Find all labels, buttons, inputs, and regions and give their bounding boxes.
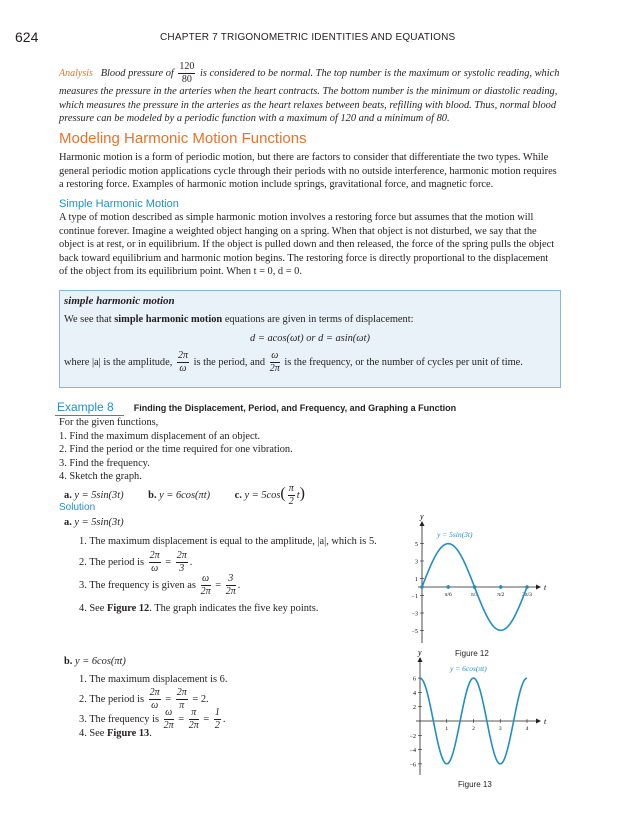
- key-point: [525, 585, 529, 589]
- part-letter: b.: [64, 656, 73, 667]
- intro-text: We see that: [64, 314, 112, 325]
- step-text: 3. The frequency is given as: [79, 579, 196, 591]
- part-letter: c.: [234, 489, 242, 501]
- definition-box: [59, 290, 561, 388]
- period-numerator: 2π: [177, 350, 188, 361]
- curve-annotation: y = 5sin(3t): [437, 530, 473, 539]
- figure-reference[interactable]: Figure 12: [107, 603, 150, 614]
- step-text: 2. The period is: [79, 556, 145, 568]
- y-axis-label: y: [418, 648, 422, 657]
- y-tick-label: −1: [411, 594, 418, 601]
- part-expression: y = 6cos(πt): [75, 656, 126, 667]
- step-text: .: [237, 579, 241, 591]
- key-point: [446, 585, 450, 589]
- y-tick-label: 5: [415, 542, 418, 549]
- figure-12-graph: [405, 512, 555, 650]
- x-axis-arrow: [536, 719, 541, 724]
- step-line: 3. Find the frequency.: [59, 457, 150, 469]
- step-line: 4. Sketch the graph.: [59, 471, 142, 483]
- step-text: . The graph indicates the five key points.: [149, 603, 319, 614]
- x-tick-label: 4: [525, 726, 529, 732]
- paragraph-line: A type of motion described as simple harmonic motion involves a restoring force but assumes that the motion will: [59, 212, 534, 223]
- example-intro: [59, 416, 293, 484]
- frequency-numerator: ω: [271, 350, 279, 361]
- solution-b-step-1: 1. The maximum displacement is 6.: [79, 674, 228, 685]
- equals-sign: =: [178, 713, 185, 725]
- frequency-denominator: 2π: [269, 363, 280, 374]
- fraction-denominator: 2π: [225, 586, 236, 597]
- example-title: Finding the Displacement, Period, and Frequency, and Graphing a Function: [133, 403, 457, 413]
- fraction-numerator: 2π: [149, 687, 160, 698]
- subsection-paragraph: [59, 211, 569, 279]
- step-text: .: [222, 713, 226, 725]
- equals-sign: =: [203, 713, 210, 725]
- example-heading: [55, 398, 456, 416]
- x-tick-label: 1: [445, 726, 449, 732]
- y-axis-label: y: [420, 512, 424, 521]
- definition-equation: d = acos(ωt) or d = asin(ωt): [250, 333, 370, 344]
- figure-13-graph: [405, 648, 555, 778]
- chapter-title: TRIGONOMETRIC IDENTITIES AND EQUATIONS: [220, 32, 456, 43]
- intro-line: For the given functions,: [59, 417, 159, 428]
- fraction-numerator: 3: [226, 574, 236, 586]
- analysis-text-1: Blood pressure of: [100, 67, 174, 79]
- analysis-label: Analysis: [59, 67, 93, 79]
- y-tick-label: 4: [413, 690, 416, 697]
- solution-b-heading: [64, 655, 126, 669]
- fraction-numerator: ω: [202, 573, 210, 584]
- fraction-denominator: ω: [151, 563, 159, 574]
- fraction-denominator: 2π: [200, 586, 211, 597]
- part-expression: y = 5cos: [244, 489, 281, 501]
- step-text: .: [149, 728, 152, 739]
- where-text: is the period, and: [193, 356, 266, 368]
- key-point: [473, 585, 477, 589]
- bp-denominator: 80: [181, 74, 192, 85]
- fraction-numerator: 2π: [149, 550, 160, 561]
- paragraph-line: Harmonic motion is a form of periodic motion, but there are factors to consider that differentiate the two types. While: [59, 152, 549, 163]
- y-tick-label: −6: [409, 762, 416, 769]
- solution-a-step-2: [79, 551, 192, 574]
- definition-title: simple harmonic motion: [64, 295, 175, 307]
- fraction-denominator: π: [179, 700, 185, 711]
- analysis-text-2: is considered to be normal. The top number is the maximum or systolic reading, which: [200, 67, 560, 79]
- fraction-numerator: 2π: [176, 687, 187, 698]
- solution-label: Solution: [59, 502, 96, 513]
- part-letter: a.: [64, 489, 72, 501]
- paragraph-line: a restoring force. Examples of harmonic motion include springs, gravitational force, and magnetic force.: [59, 179, 494, 191]
- part-c-denominator: 2: [288, 496, 294, 507]
- analysis-block: [59, 62, 564, 126]
- fraction-numerator: π: [189, 708, 199, 720]
- subsection-title: Simple Harmonic Motion: [59, 198, 179, 210]
- y-tick-label: −4: [409, 748, 416, 755]
- running-header: [160, 32, 455, 43]
- analysis-line: measures the pressure in the arteries when the heart contracts. The bottom number is the minimum or diastolic reading,: [59, 86, 558, 97]
- intro-text: equations are given in terms of displacement:: [224, 314, 414, 325]
- x-tick-label: π/6: [444, 592, 452, 598]
- step-text: 2. The period is: [79, 693, 145, 705]
- step-line: 2. Find the period or the time required for one vibration.: [59, 444, 293, 456]
- section-title: Modeling Harmonic Motion Functions: [59, 130, 307, 147]
- definition-where: [64, 351, 523, 374]
- fraction-denominator: ω: [151, 700, 159, 711]
- paragraph-line: of the object from its equilibrium point. When t = 0, d = 0.: [59, 266, 302, 278]
- period-denominator: ω: [179, 363, 187, 374]
- step-text: 4. See: [79, 603, 105, 614]
- where-text: where |a| is the amplitude,: [64, 356, 173, 368]
- y-tick-label: 2: [413, 705, 416, 712]
- paragraph-line: object is at rest, or in equilibrium. If the object is pulled down and then released, the force of the spring pulls the object: [59, 239, 555, 251]
- equals-sign: =: [215, 579, 222, 591]
- step-text: .: [189, 556, 193, 568]
- x-tick-label: 2π/3: [522, 592, 532, 598]
- solution-b-step-4: [79, 727, 152, 741]
- fraction-numerator: ω: [165, 707, 173, 718]
- fraction-numerator: 2π: [176, 550, 187, 561]
- analysis-line: pressure can be modeled by a periodic function with a maximum of 120 and a minimum of 80.: [59, 113, 450, 125]
- part-letter: a.: [64, 517, 72, 528]
- part-expression: y = 5sin(3t): [74, 489, 124, 501]
- key-point: [499, 585, 503, 589]
- fraction-denominator: 3: [179, 563, 185, 574]
- x-tick-label: π/3: [470, 592, 479, 598]
- paragraph-line: general periodic motion applications cycle through their periods with no outside interference, harmonic motion requires: [59, 165, 557, 177]
- x-tick-label: 3: [498, 726, 502, 732]
- intro-bold: simple harmonic motion: [114, 314, 223, 325]
- example-parts: a. y = 5sin(3t) b. y = 6cos(πt) c. y = 5cos( $\frac{\pi}{2}$ t): [64, 483, 305, 507]
- x-axis-label: t: [544, 717, 547, 726]
- y-tick-label: 6: [413, 676, 416, 683]
- fraction-denominator: 2π: [188, 720, 199, 731]
- y-tick-label: −2: [409, 733, 416, 740]
- part-c-numerator: π: [288, 483, 294, 494]
- solution-a-step-1: 1. The maximum displacement is equal to the amplitude, |a|, which is 5.: [79, 536, 377, 547]
- paragraph-line: back toward equilibrium and harmonic motion begins. The restoring force is directly proportional to the displacement: [59, 252, 549, 264]
- analysis-line: which measures the pressure in the arteries as the heart relaxes between beats, refilling with blood. Thus, normal blood: [59, 99, 557, 111]
- part-letter: b.: [148, 489, 157, 501]
- step-line: 1. Find the maximum displacement of an object.: [59, 430, 261, 442]
- step-text: 4. See: [79, 728, 105, 739]
- part-expression: y = 5sin(3t): [74, 517, 124, 528]
- x-axis-arrow: [536, 585, 541, 590]
- y-tick-label: −3: [411, 611, 418, 618]
- equals-sign: =: [165, 693, 172, 705]
- figure-reference[interactable]: Figure 13: [107, 728, 150, 739]
- fraction-numerator: 1: [214, 707, 220, 718]
- where-text: is the frequency, or the number of cycles per unit of time.: [284, 356, 523, 368]
- x-axis-label: t: [544, 583, 547, 592]
- chapter-prefix: CHAPTER 7: [160, 32, 218, 43]
- y-axis-arrow: [420, 521, 425, 526]
- curve-annotation: y = 6cos(πt): [450, 664, 487, 673]
- solution-a-step-3: [79, 574, 240, 597]
- example-label: Example 8: [55, 400, 124, 416]
- step-text: 3. The frequency is: [79, 713, 160, 725]
- step-text: = 2.: [192, 693, 209, 705]
- part-expression: y = 6cos(πt): [159, 489, 211, 501]
- solution-a-heading: [64, 516, 124, 530]
- y-tick-label: 1: [415, 576, 418, 583]
- solution-a-step-4: [79, 602, 318, 616]
- figure-12-caption: Figure 12: [455, 649, 489, 658]
- y-tick-label: −5: [411, 628, 418, 635]
- x-tick-label: 2: [472, 726, 475, 732]
- y-axis-arrow: [418, 657, 423, 662]
- part-expression: t: [296, 489, 300, 501]
- definition-intro: [64, 313, 414, 327]
- key-point: [420, 585, 424, 589]
- fraction-denominator: 2: [214, 720, 220, 731]
- paragraph-line: continue forever. Imagine a weighted object hanging on a spring. When that object is not disturbed, we say that the: [59, 225, 537, 237]
- fraction-denominator: 2π: [163, 720, 174, 731]
- y-tick-label: 3: [415, 559, 418, 566]
- figure-13-caption: Figure 13: [458, 780, 492, 789]
- section-paragraph: [59, 151, 569, 192]
- equals-sign: =: [165, 556, 172, 568]
- page-number: 624: [15, 29, 39, 45]
- bp-numerator: 120: [179, 61, 195, 72]
- x-tick-label: π/2: [497, 592, 505, 598]
